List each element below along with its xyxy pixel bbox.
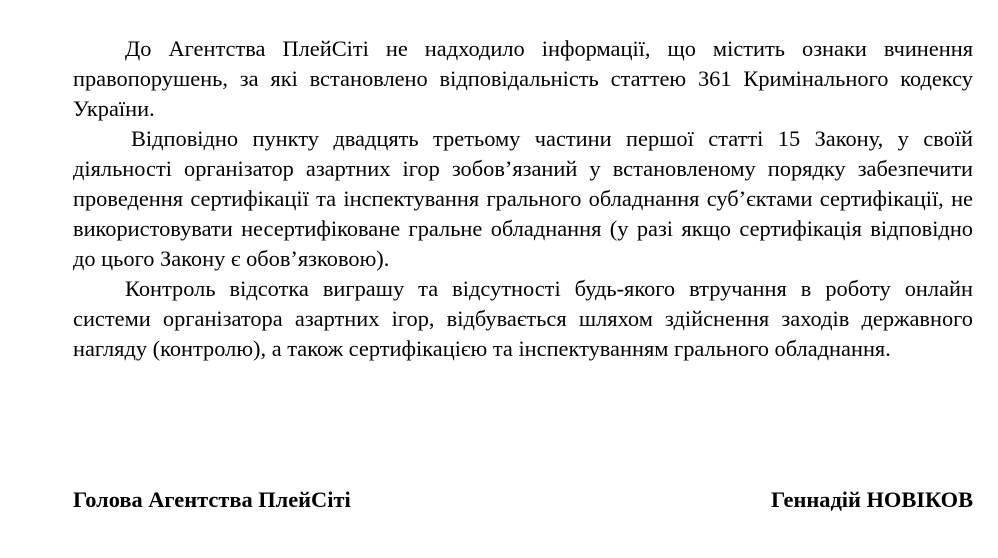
document-body: [73, 34, 973, 364]
paragraph-2: Відповідно пункту двадцять третьому частини першої статті 15 Закону, у своїй діяльності організатор азартних ігор зобов’язаний у встановленому порядку забезпечити проведення сертифікації та інспектування грального обладнання суб’єктами сертифікації, не використовувати несертифіковане гральне обладнання (у разі якщо сертифікація відповідно до цього Закону є обов’язковою).: [73, 126, 973, 271]
signatory-position: Голова Агентства ПлейСіті: [73, 487, 351, 512]
paragraph-1: До Агентства ПлейСіті не надходило інформації, що містить ознаки вчинення правопорушень, за які встановлено відповідальність статтею 361 Кримінального кодексу України.: [73, 36, 973, 121]
paragraph-3: Контроль відсотка виграшу та відсутності будь-якого втручання в роботу онлайн системи організатора азартних ігор, відбувається шляхом здійснення заходів державного нагляду (контролю), а також сертифікацією та інспектуванням грального обладнання.: [73, 276, 973, 361]
signatory-name: Геннадій НОВІКОВ: [770, 487, 973, 512]
